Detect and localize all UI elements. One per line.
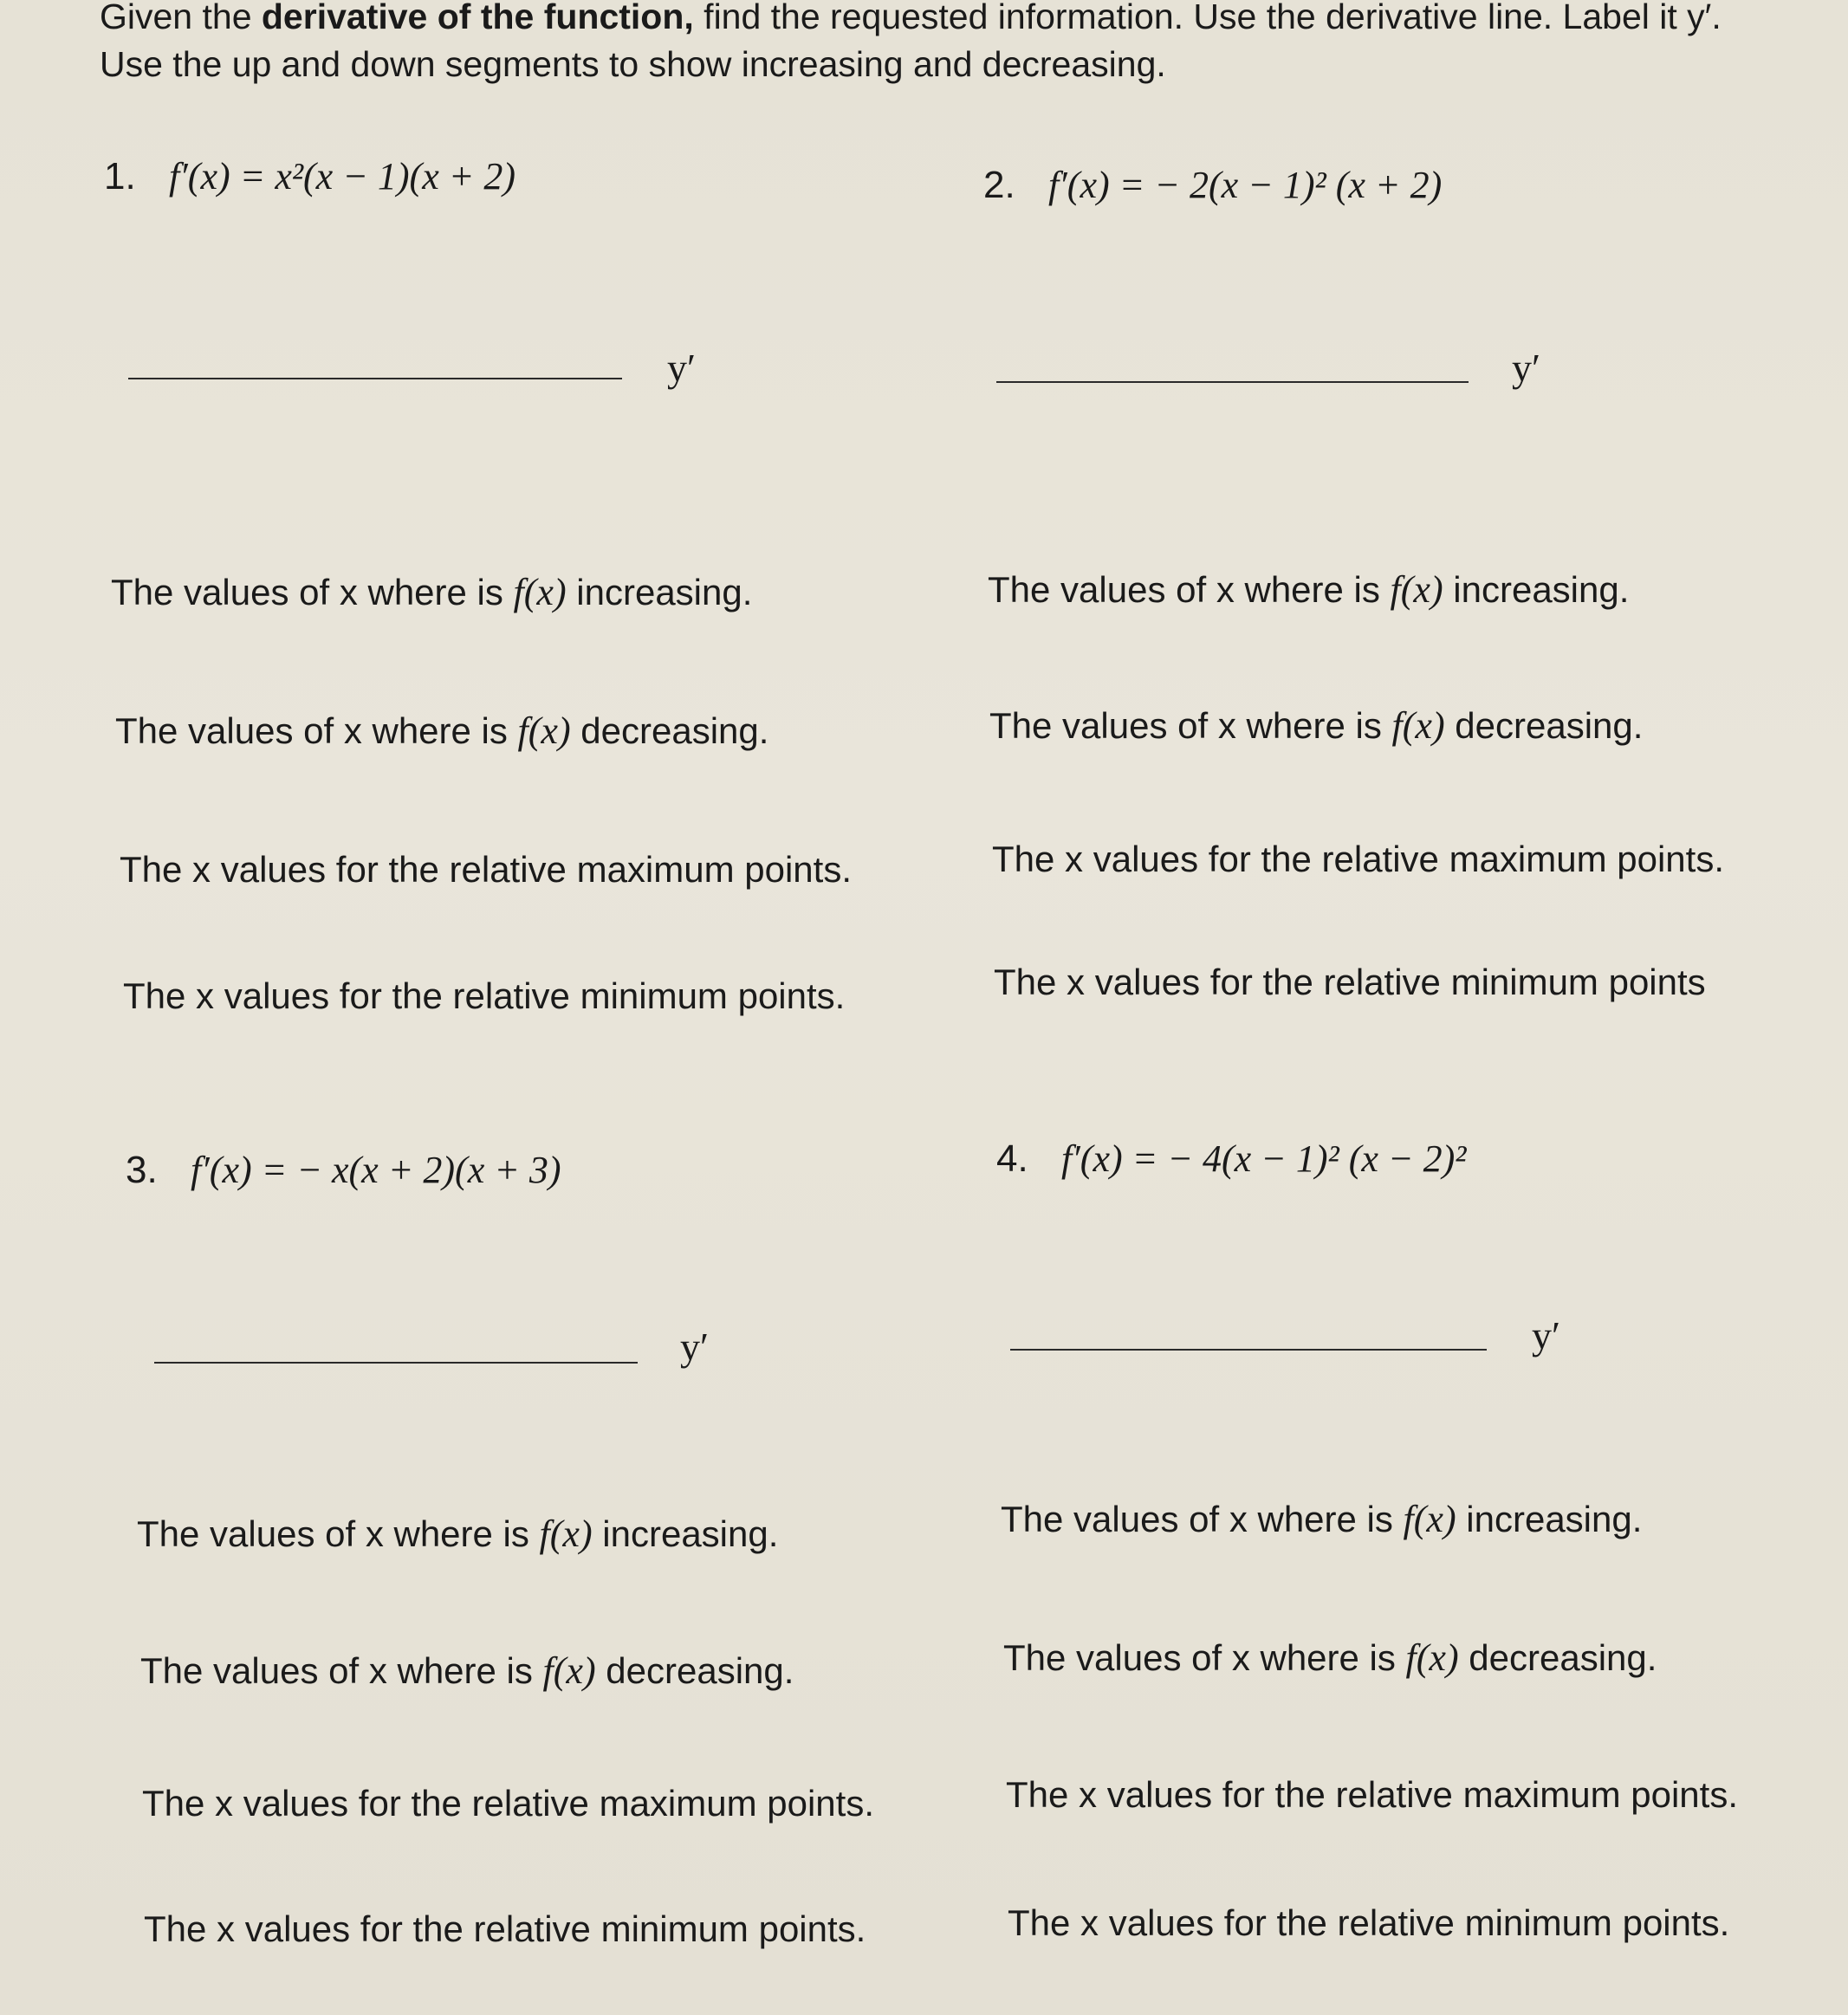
question-increasing <box>137 1512 778 1556</box>
y-prime-label: y′ <box>1532 1313 1561 1357</box>
question-text: The values of x where is <box>989 705 1392 746</box>
question-relative-min: The x values for the relative minimum points. <box>144 1908 866 1949</box>
derivative-rhs: − 2(x − 1)² (x + 2) <box>1154 164 1443 206</box>
problem-2-equation <box>983 163 1442 207</box>
derivative-rhs: − x(x + 2)(x + 3) <box>296 1149 561 1191</box>
derivative-lhs: f′(x) = <box>190 1149 297 1191</box>
question-decreasing <box>1003 1636 1657 1680</box>
derivative-lhs: f′(x) = <box>1060 1137 1168 1180</box>
derivative-number-line[interactable] <box>996 381 1469 383</box>
instructions-bold: derivative of the function, <box>261 0 694 36</box>
question-relative-min: The x values for the relative minimum points. <box>1008 1902 1730 1943</box>
question-relative-min: The x values for the relative minimum points <box>994 962 1706 1002</box>
question-text: decreasing. <box>1458 1637 1657 1678</box>
fx-symbol: f(x) <box>513 571 567 613</box>
question-increasing <box>988 567 1629 612</box>
fx-symbol: f(x) <box>517 709 571 752</box>
question-decreasing <box>989 703 1643 748</box>
question-text: decreasing. <box>570 710 769 751</box>
problem-number: 4. <box>996 1137 1028 1180</box>
fx-symbol: f(x) <box>1390 568 1443 611</box>
y-prime-label: y′ <box>667 346 697 390</box>
instructions-post: find the requested information. Use the derivative line. Label it y′. Use the up and down segments to show increasing and decreasing. <box>100 0 1722 85</box>
instructions <box>100 0 1763 89</box>
question-text: The values of x where is <box>988 569 1391 610</box>
question-relative-max: The x values for the relative maximum points. <box>120 849 853 890</box>
problem-number: 1. <box>104 155 136 198</box>
y-prime-label: y′ <box>1512 346 1541 390</box>
question-text: The values of x where is <box>111 572 514 612</box>
y-prime-label: y′ <box>680 1325 710 1369</box>
derivative-lhs: f′(x) = <box>168 155 276 198</box>
derivative-number-line[interactable] <box>1010 1349 1487 1351</box>
question-text: The values of x where is <box>1001 1499 1404 1539</box>
question-text: The values of x where is <box>115 710 518 751</box>
problem-number: 3. <box>126 1149 158 1191</box>
question-relative-max: The x values for the relative maximum points. <box>1006 1774 1739 1815</box>
question-text: decreasing. <box>595 1650 794 1691</box>
question-text: The values of x where is <box>1003 1637 1406 1678</box>
question-text: increasing. <box>1443 569 1630 610</box>
question-text: The values of x where is <box>137 1513 540 1554</box>
fx-symbol: f(x) <box>539 1513 593 1555</box>
question-text: increasing. <box>566 572 753 612</box>
question-text: increasing. <box>592 1513 779 1554</box>
question-increasing <box>111 570 752 614</box>
fx-symbol: f(x) <box>542 1649 596 1692</box>
derivative-lhs: f′(x) = <box>1047 164 1155 206</box>
derivative-rhs: x²(x − 1)(x + 2) <box>275 155 516 198</box>
fx-symbol: f(x) <box>1391 704 1445 747</box>
fx-symbol: f(x) <box>1405 1636 1459 1679</box>
derivative-number-line[interactable] <box>128 378 622 379</box>
fx-symbol: f(x) <box>1403 1498 1456 1540</box>
problem-3-equation <box>126 1148 561 1192</box>
problem-4-equation <box>996 1137 1466 1181</box>
question-increasing <box>1001 1497 1642 1541</box>
derivative-rhs: − 4(x − 1)² (x − 2)² <box>1167 1137 1467 1180</box>
question-text: increasing. <box>1456 1499 1643 1539</box>
problem-number: 2. <box>983 164 1015 206</box>
question-relative-min: The x values for the relative minimum points. <box>123 975 846 1016</box>
derivative-number-line[interactable] <box>154 1362 638 1364</box>
problem-1-equation <box>104 154 515 198</box>
instructions-pre: Given the <box>100 0 262 36</box>
question-relative-max: The x values for the relative maximum points. <box>142 1783 875 1824</box>
question-relative-max: The x values for the relative maximum points. <box>992 839 1725 879</box>
question-text: decreasing. <box>1444 705 1644 746</box>
question-decreasing <box>115 709 768 753</box>
question-text: The values of x where is <box>140 1650 543 1691</box>
question-decreasing <box>140 1649 794 1693</box>
